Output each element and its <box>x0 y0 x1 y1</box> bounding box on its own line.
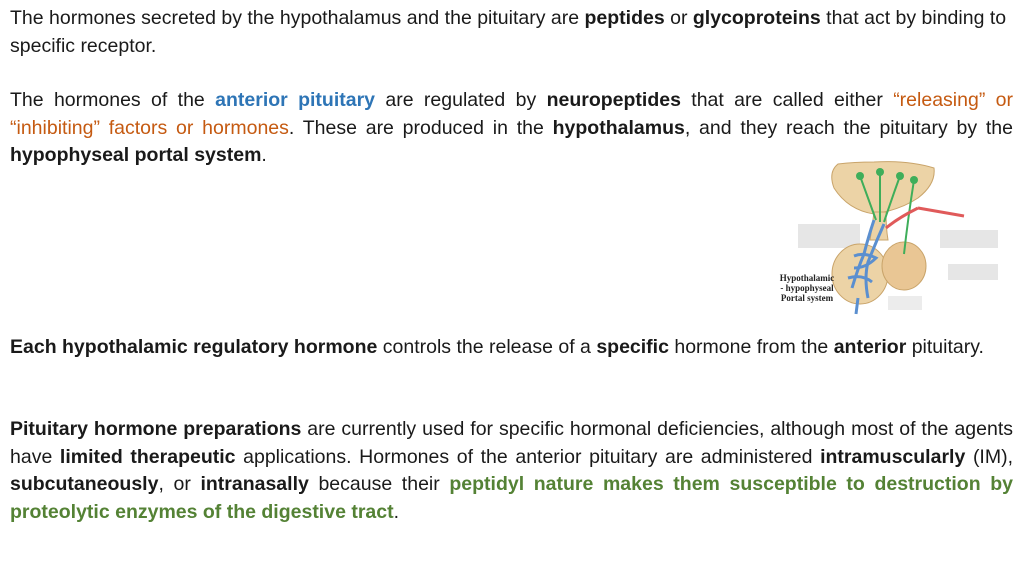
text: that act by binding to specific receptor. <box>10 7 1007 57</box>
term-limited-therapeutic: limited therapeutic <box>59 445 236 468</box>
text: (IM), <box>965 445 1014 468</box>
figure-label-line: Portal system <box>780 293 834 303</box>
text: or <box>664 7 693 29</box>
term-intramuscularly: intramuscularly <box>820 445 966 468</box>
term-intranasally: intranasally <box>200 473 309 495</box>
vein-out <box>856 298 858 314</box>
text: pituitary. <box>906 336 984 358</box>
term-anterior-pituitary: anterior pituitary <box>215 89 376 111</box>
text: that are called either <box>680 89 894 111</box>
term-releasing-inhibiting: “releasing” or “inhibiting” factors or hormones <box>10 89 1014 139</box>
figure-blank-label-bottom <box>888 296 922 310</box>
artery <box>886 208 918 228</box>
text: The hormones secreted by the hypothalamus and the pituitary are <box>10 7 585 29</box>
term-glycoproteins: glycoproteins <box>692 7 821 29</box>
figure-blank-label-left <box>798 224 860 248</box>
term-peptides: peptides <box>584 7 665 29</box>
figure-label-line: Hypothalamic <box>779 273 835 283</box>
text: are currently used for specific hormonal deficiencies, although most of the agents have <box>10 418 1013 468</box>
text: applications. Hormones of the anterior pituitary are administered <box>235 445 821 468</box>
term-specific: specific <box>596 336 669 358</box>
term-portal-system: hypophyseal portal system <box>10 144 262 166</box>
term-neuropeptides: neuropeptides <box>546 89 681 111</box>
text: controls the release of a <box>377 336 597 358</box>
text: . These are produced in the <box>288 116 553 139</box>
text: because their <box>308 473 450 495</box>
text: . <box>393 500 400 523</box>
paragraph-regulatory-hormone <box>10 334 1013 362</box>
term-anterior: anterior <box>833 336 907 358</box>
text: The hormones of the <box>10 89 216 111</box>
text: , and they reach the pituitary by the <box>684 116 1013 139</box>
term-hypothalamus: hypothalamus <box>552 116 685 139</box>
figure-label <box>772 273 842 303</box>
figure-label-line: - hypophyseal <box>780 283 834 293</box>
term-preparations: Pituitary hormone preparations <box>10 418 302 440</box>
artery-branch <box>918 208 964 216</box>
term-subcutaneously: subcutaneously <box>10 473 159 495</box>
figure-blank-label-right-2 <box>948 264 998 280</box>
text: are regulated by <box>375 89 547 111</box>
text: , or <box>158 473 201 495</box>
figure-blank-label-right <box>940 230 998 248</box>
text: hormone from the <box>668 336 834 358</box>
text: . <box>261 144 267 166</box>
paragraph-hormone-types <box>10 5 1013 60</box>
term-regulatory-hormone: Each hypothalamic regulatory hormone <box>10 336 378 358</box>
paragraph-preparations <box>10 416 1013 526</box>
term-peptidyl-nature: peptidyl nature makes them susceptible to destruction by proteolytic enzymes of the digestive tract <box>10 473 1013 523</box>
